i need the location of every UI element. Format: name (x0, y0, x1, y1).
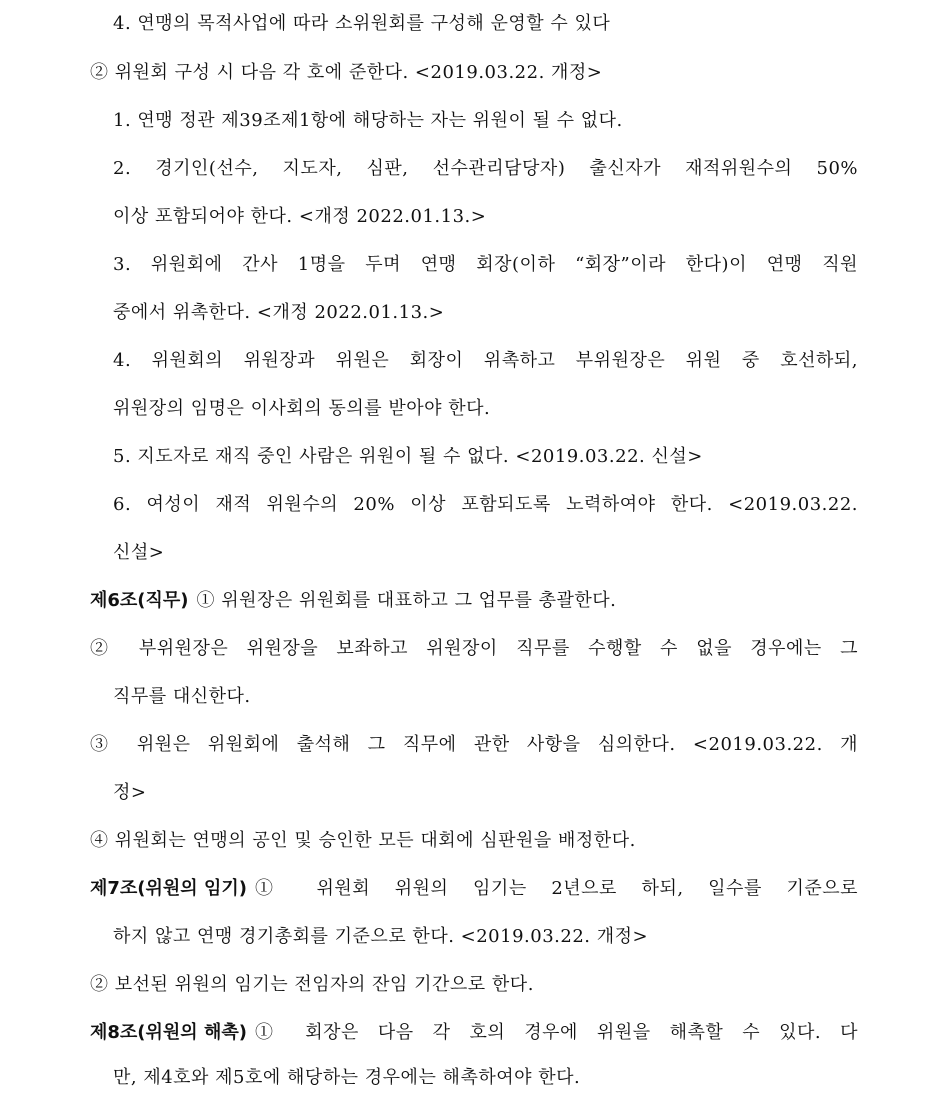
article-7-clause-1-continued: 하지 않고 연맹 경기총회를 기준으로 한다. <2019.03.22. 개정> (113, 926, 649, 947)
item-4-subcommittee: 4. 연맹의 목적사업에 따라 소위원회를 구성해 운영할 수 있다 (113, 13, 611, 34)
item-2-continued: 이상 포함되어야 한다. <개정 2022.01.13.> (113, 206, 487, 227)
article-6-heading: 제6조(직무) (90, 590, 189, 611)
clause-2-composition: ② 위원회 구성 시 다음 각 호에 준한다. <2019.03.22. 개정> (90, 62, 603, 83)
item-2-athletes-ratio: 2. 경기인(선수, 지도자, 심판, 선수관리담당자) 출신자가 재적위원수의 50% (113, 158, 858, 179)
item-3-secretary: 3. 위원회에 간사 1명을 두며 연맹 회장(이하 “회장”이라 한다)이 연맹 직원 (113, 254, 858, 275)
article-6-clause-4: ④ 위원회는 연맹의 공인 및 승인한 모든 대회에 심판원을 배정한다. (90, 830, 636, 851)
item-6-continued: 신설> (113, 542, 165, 563)
article-8-clause-1-continued: 만, 제4호와 제5호에 해당하는 경우에는 해촉하여야 한다. (113, 1067, 581, 1088)
item-4-chair-appointment: 4. 위원회의 위원장과 위원은 회장이 위촉하고 부위원장은 위원 중 호선하되, (113, 350, 858, 371)
article-6-first-line (90, 589, 616, 613)
item-1-disqualification: 1. 연맹 정관 제39조제1항에 해당하는 자는 위원이 될 수 없다. (113, 110, 623, 131)
item-6-women-ratio: 6. 여성이 재적 위원수의 20% 이상 포함되도록 노력하여야 한다. <2019.03.22. (113, 494, 858, 515)
article-8-first-line (90, 1021, 858, 1045)
article-7-heading: 제7조(위원의 임기) (90, 878, 247, 899)
article-8-clause-1: ① 회장은 다음 각 호의 경우에 위원을 해촉할 수 있다. 다 (254, 1022, 858, 1043)
item-4-continued: 위원장의 임명은 이사회의 동의를 받아야 한다. (113, 398, 491, 419)
article-7-clause-2: ② 보선된 위원의 임기는 전임자의 잔임 기간으로 한다. (90, 974, 534, 995)
item-5-coach-restriction: 5. 지도자로 재직 중인 사람은 위원이 될 수 없다. <2019.03.22. 신설> (113, 446, 703, 467)
item-3-continued: 중에서 위촉한다. <개정 2022.01.13.> (113, 302, 445, 323)
article-6-clause-2: ② 부위원장은 위원장을 보좌하고 위원장이 직무를 수행할 수 없을 경우에는 그 (90, 638, 858, 659)
article-6-clause-2-continued: 직무를 대신한다. (113, 686, 251, 707)
article-6-clause-3: ③ 위원은 위원회에 출석해 그 직무에 관한 사항을 심의한다. <2019.03.22. 개 (90, 734, 858, 755)
article-6-clause-3-continued: 정> (113, 782, 147, 803)
article-7-first-line (90, 877, 858, 901)
article-6-clause-1: ① 위원장은 위원회를 대표하고 그 업무를 총괄한다. (196, 590, 617, 611)
article-7-clause-1: ① 위원회 위원의 임기는 2년으로 하되, 일수를 기준으로 (254, 878, 858, 899)
article-8-heading: 제8조(위원의 해촉) (90, 1022, 247, 1043)
